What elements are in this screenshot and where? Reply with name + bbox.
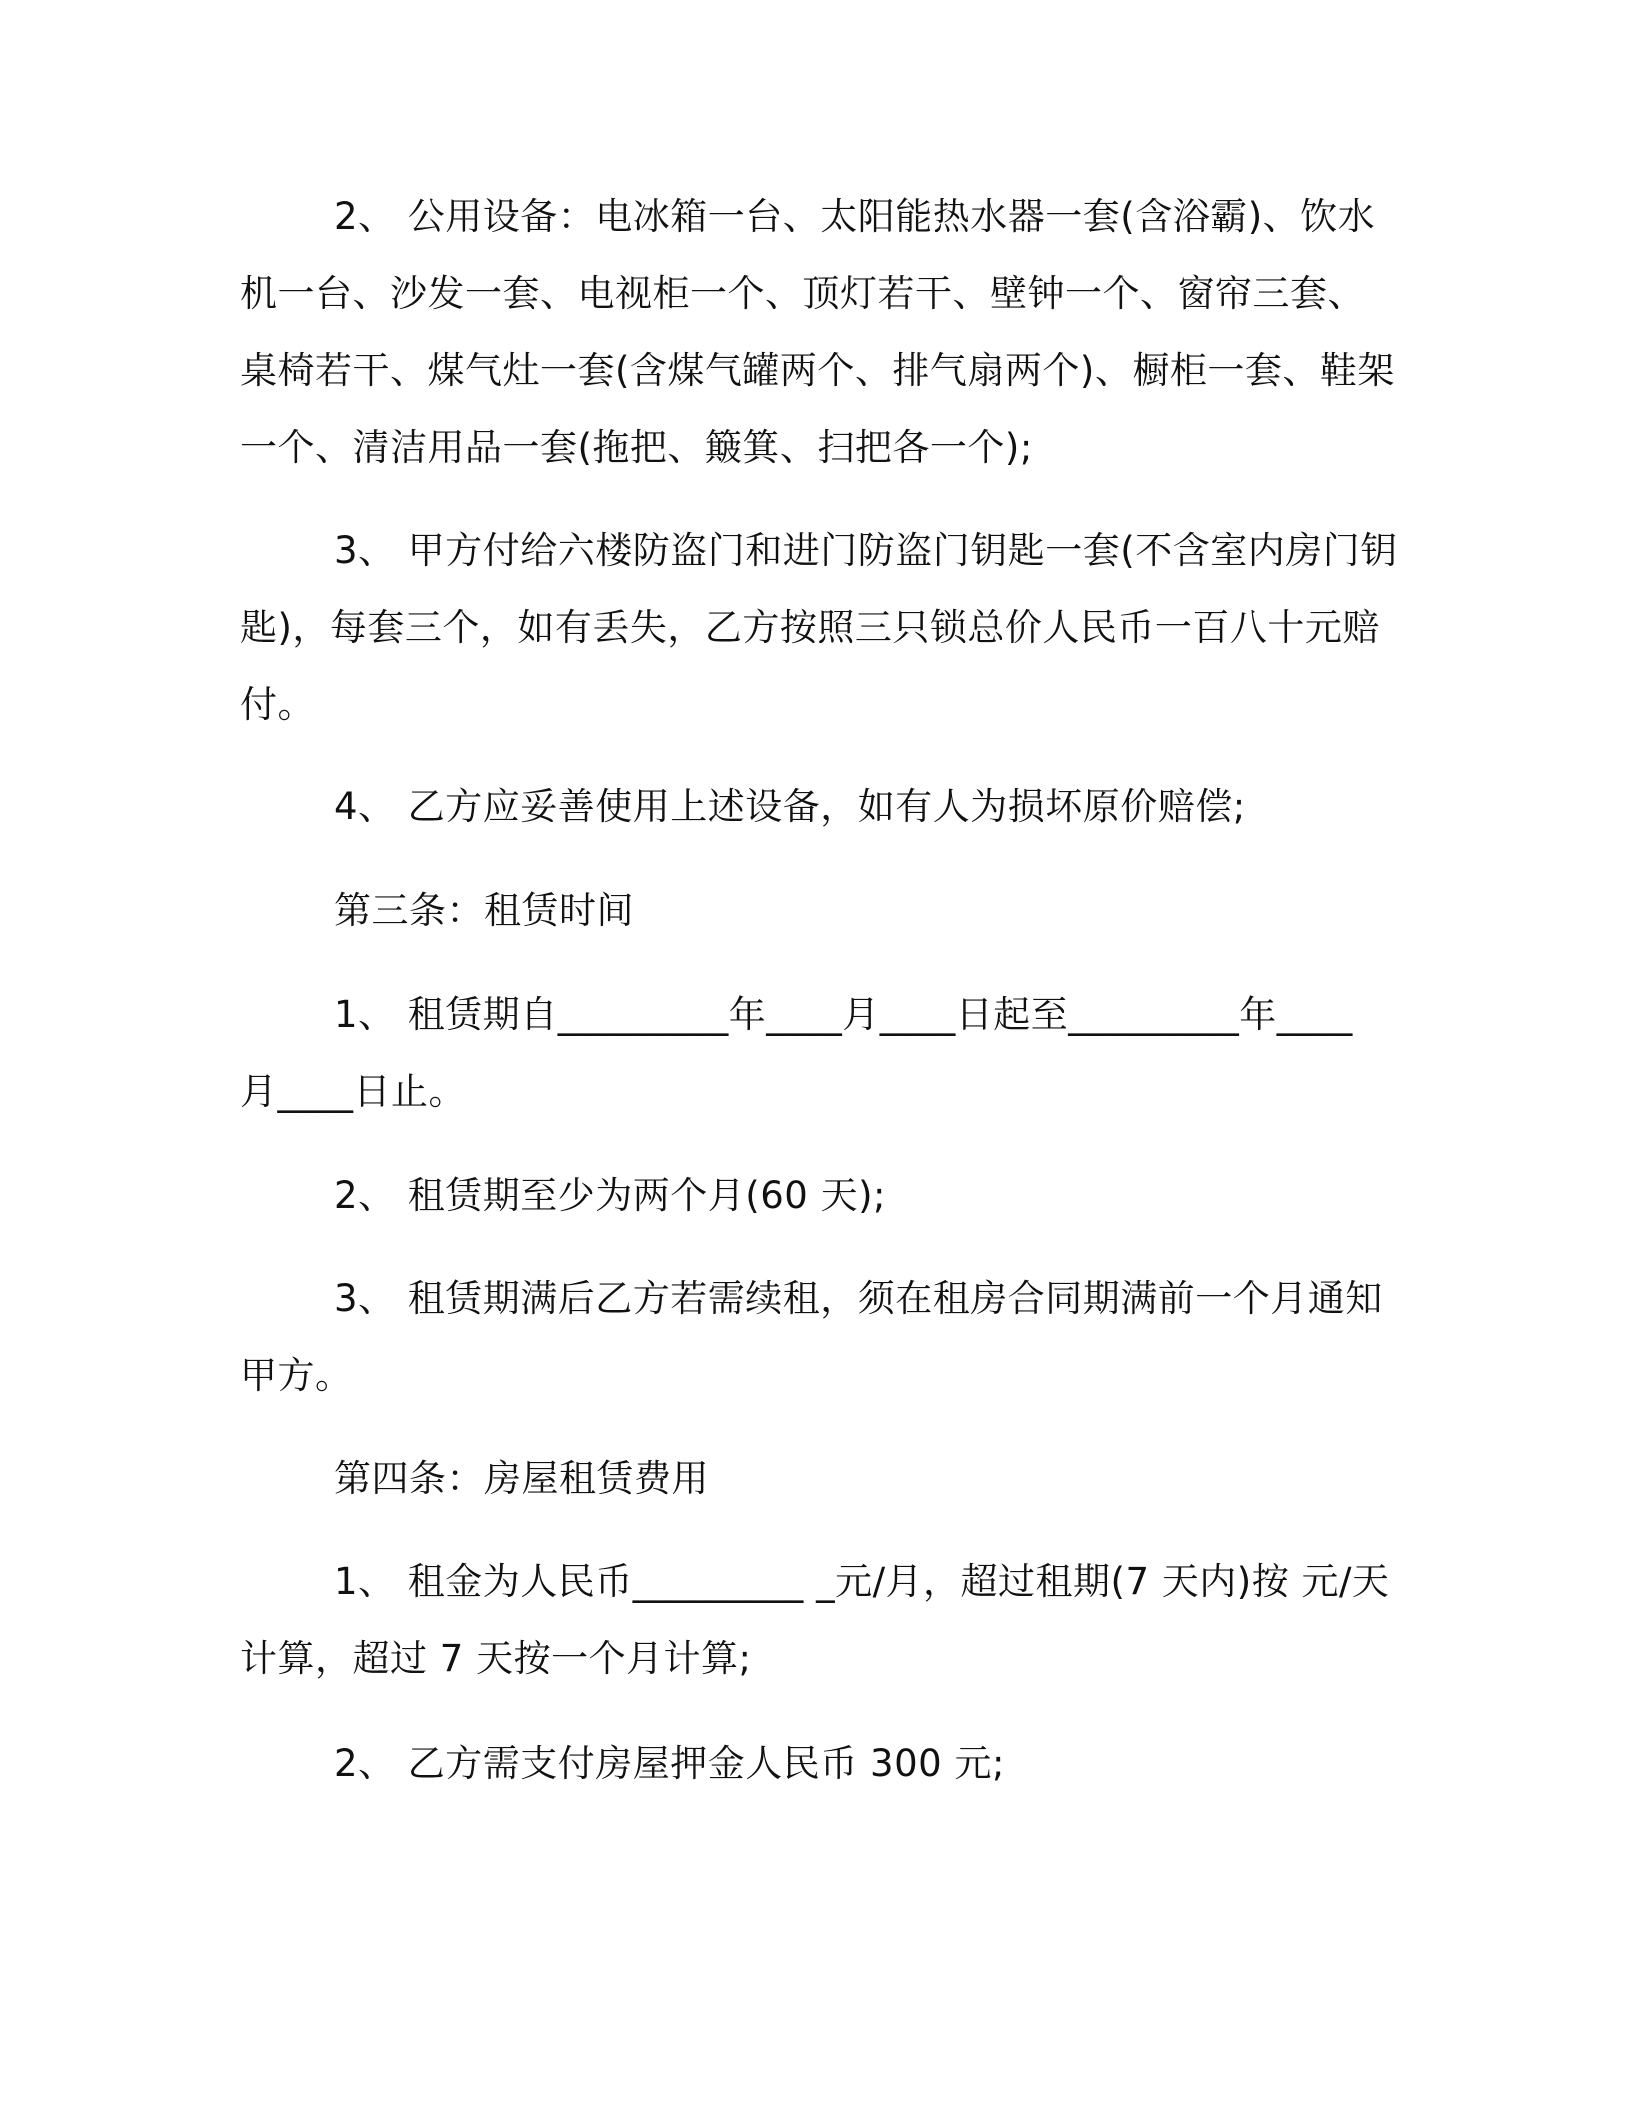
text-line: 2、 乙方需支付房屋押金人民币 300 元; bbox=[334, 1742, 1005, 1785]
clause-lease-period bbox=[240, 976, 1380, 1130]
text-line: 桌椅若干、煤气灶一套(含煤气罐两个、排气扇两个)、橱柜一套、鞋架 bbox=[240, 349, 1395, 392]
text-line: 2、 租赁期至少为两个月(60 天); bbox=[334, 1174, 886, 1217]
section-heading-rental-fees bbox=[240, 1440, 1380, 1517]
text-line: 3、 甲方付给六楼防盗门和进门防盗门钥匙一套(不含室内房门钥 bbox=[334, 529, 1398, 572]
text-line: 甲方。 bbox=[240, 1354, 353, 1397]
section-heading-lease-term bbox=[240, 872, 1380, 949]
text-line: 4、 乙方应妥善使用上述设备，如有人为损坏原价赔偿; bbox=[334, 785, 1246, 828]
text-line: 1、 租赁期自_________年____月____日起至_________年____ bbox=[334, 993, 1353, 1036]
clause-door-keys bbox=[240, 512, 1398, 743]
clause-deposit bbox=[240, 1725, 1380, 1802]
clause-renewal bbox=[240, 1260, 1383, 1414]
text-line: 机一台、沙发一套、电视柜一个、顶灯若干、壁钟一个、窗帘三套、 bbox=[240, 272, 1365, 315]
text-line: 1、 租金为人民币_________ _元/月，超过租期(7 天内)按 元/天 bbox=[334, 1560, 1390, 1603]
clause-rent-amount bbox=[240, 1543, 1390, 1697]
clause-public-equipment bbox=[240, 178, 1395, 486]
section-heading: 第四条：房屋租赁费用 bbox=[334, 1457, 709, 1500]
section-heading: 第三条：租赁时间 bbox=[334, 889, 634, 932]
text-line: 月____日止。 bbox=[240, 1070, 466, 1113]
text-line: 一个、清洁用品一套(拖把、簸箕、扫把各一个); bbox=[240, 426, 1033, 469]
text-line: 付。 bbox=[240, 683, 315, 726]
text-line: 计算，超过 7 天按一个月计算; bbox=[240, 1637, 752, 1680]
clause-equipment-care bbox=[240, 768, 1380, 845]
text-line: 3、 租赁期满后乙方若需续租，须在租房合同期满前一个月通知 bbox=[334, 1277, 1383, 1320]
text-line: 匙)，每套三个，如有丢失，乙方按照三只锁总价人民币一百八十元赔 bbox=[240, 606, 1380, 649]
text-line: 2、 公用设备：电冰箱一台、太阳能热水器一套(含浴霸)、饮水 bbox=[334, 195, 1376, 238]
clause-minimum-period bbox=[240, 1157, 1380, 1234]
